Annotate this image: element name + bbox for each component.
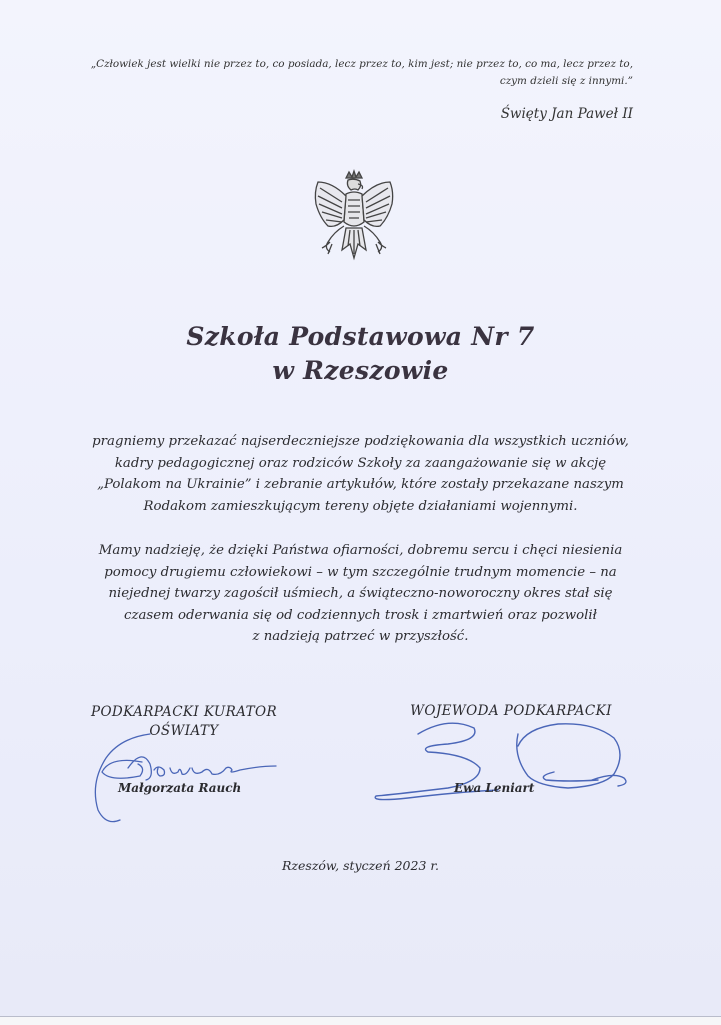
curator-title-line-2: OŚWIATY xyxy=(149,723,219,739)
paragraph-line: czasem oderwania się od codziennych trosk i zmartwień oraz pozwolił xyxy=(124,607,597,623)
paragraph-line: Mamy nadzieję, że dzięki Państwa ofiarności, dobremu sercu i chęci niesienia xyxy=(98,543,623,558)
voivode-title: WOJEWODA PODKARPACKI xyxy=(410,703,612,719)
polish-eagle-emblem-icon xyxy=(306,168,402,272)
paragraph-line: niejednej twarzy zagościł uśmiech, a świąteczno-noworoczny okres stał się xyxy=(108,586,613,601)
school-name-title: Szkoła Podstawowa Nr 7 xyxy=(186,322,535,351)
paragraph-line: pomocy drugiemu człowiekowi – w tym szczególnie trudnym momencie – na xyxy=(104,564,617,580)
paragraph-line: pragniemy przekazać najserdeczniejsze podziękowania dla wszystkich uczniów, xyxy=(92,434,629,449)
curator-title-line-1: PODKARPACKI KURATOR xyxy=(90,704,278,720)
epigraph-quote xyxy=(73,56,633,90)
hope-paragraph xyxy=(60,540,661,648)
paragraph-line: Rodakom zamieszkującym tereny objęte działaniami wojennymi. xyxy=(143,498,578,514)
epigraph-line-2: czym dzieli się z innymi.” xyxy=(499,75,633,87)
paragraph-line: kadry pedagogicznej oraz rodziców Szkoły za zaangażowanie się w akcję xyxy=(114,455,607,471)
curator-handwritten-signature xyxy=(80,728,280,828)
thanks-paragraph xyxy=(60,431,661,517)
paragraph-line: „Polakom na Ukrainie” i zebranie artykułów, które zostały przekazane naszym xyxy=(97,477,624,492)
paragraph-line: z nadzieją patrzeć w przyszłość. xyxy=(252,629,469,644)
voivode-name: Ewa Leniart xyxy=(454,781,535,795)
school-city-title: w Rzeszowie xyxy=(272,356,449,385)
epigraph-line-1: „Człowiek jest wielki nie przez to, co posiada, lecz przez to, kim jest; nie przez to, co ma, lecz przez to, xyxy=(90,58,633,70)
curator-name: Małgorzata Rauch xyxy=(118,781,242,795)
epigraph-author: Święty Jan Paweł II xyxy=(500,106,633,122)
place-and-date: Rzeszów, styczeń 2023 r. xyxy=(282,858,439,873)
